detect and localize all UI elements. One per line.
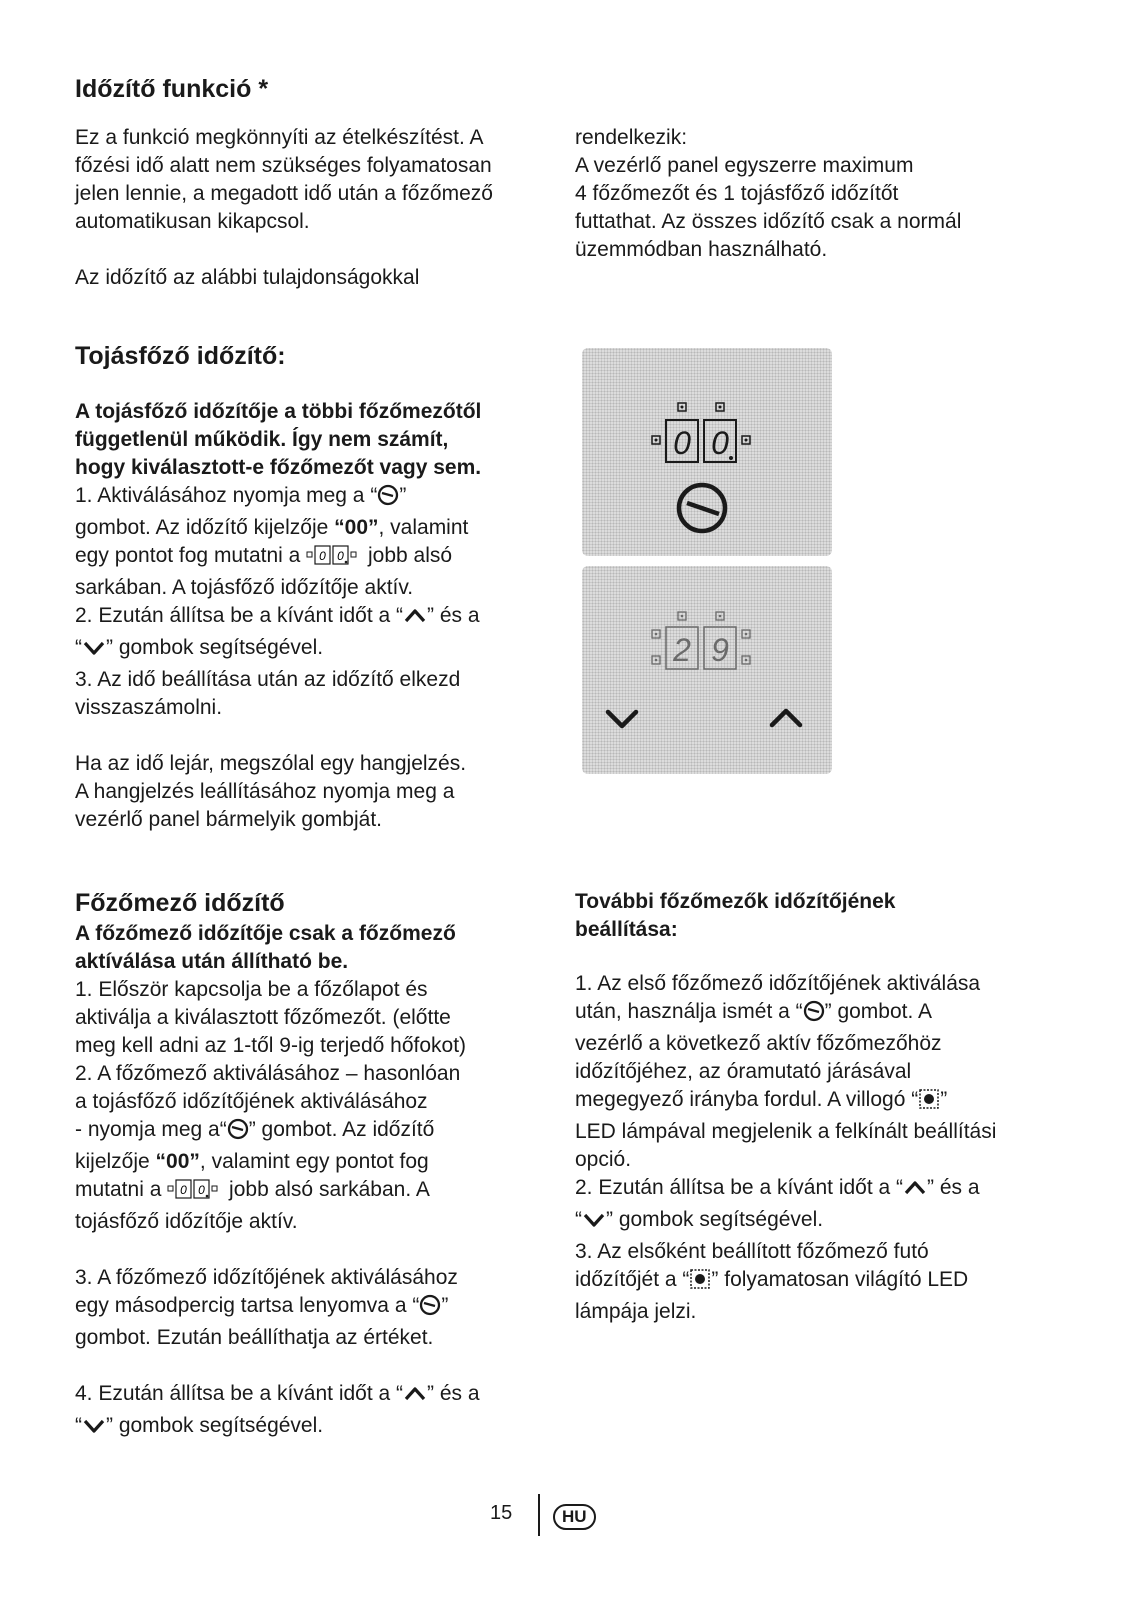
- svg-text:0: 0: [198, 1183, 206, 1197]
- panel-up-arrow-icon[interactable]: [772, 711, 800, 725]
- panel-timer-button-icon[interactable]: [679, 485, 725, 531]
- down-arrow-icon: [82, 1416, 106, 1444]
- down-arrow-icon: [582, 1210, 606, 1238]
- timer-intro-right: rendelkezik: A vezérlő panel egyszerre maximum 4 főzőmezőt és 1 tojásfőző időzítőt futtathat. Az összes időzítő csak a normál üzemmódban használható.: [575, 126, 962, 261]
- svg-text:0: 0: [180, 1183, 188, 1197]
- down-arrow-icon: [82, 638, 106, 666]
- set-time-digit-1: 2: [673, 632, 691, 668]
- timer-button-icon: [377, 484, 399, 514]
- egg-timer-digit-2: 0: [711, 425, 729, 461]
- svg-text:0: 0: [337, 549, 344, 563]
- up-arrow-icon: [903, 1178, 927, 1206]
- display-dot-icon: [306, 544, 362, 574]
- timer-intro-left: Ez a funkció megkönnyíti az ételkészítést. A főzési idő alatt nem szükséges folyamatosan jelen lennie, a megadott idő után a főzőmező automatikusan kikapcsol. Az időzítő az alábbi tulajdonságokkal: [75, 126, 493, 289]
- other-zones-text: 1. Az első főzőmező időzítőjének aktiválása után, használja ismét a “ ” gombot. A vezérlő a következő aktív főzőmezőhöz időzítőjéhez, az óramutató járásával megegyező irányba fordul. A villogó “ ” LED lámpával megjelenik a felkínált beállítási opció. 2. Ezután állítsa be a kívánt időt a “ ” és a “ ” gombok segítségével. 3. Az elsőként beállított főzőmező futó időzítőjét a “ ” folyamatosan világító LED lámpája jelzi.: [575, 972, 997, 1323]
- set-time-digit-2: 9: [711, 632, 729, 668]
- led-steady-icon: [689, 1268, 711, 1298]
- control-panel-set-time: [582, 566, 832, 774]
- control-panel-egg-timer: [582, 348, 832, 556]
- page-number: 15: [490, 1502, 513, 1524]
- timer-button-icon: [227, 1118, 249, 1148]
- display-dot-icon: [167, 1178, 223, 1208]
- egg-timer-display: [582, 348, 832, 556]
- egg-timer-digit-1: 0: [673, 425, 691, 461]
- section-title-zone-timer: Főzőmező időzítő: [75, 889, 285, 917]
- set-time-display: [582, 566, 832, 774]
- led-blinking-icon: [918, 1088, 940, 1118]
- section-title-other-zones: További főzőmezők időzítőjének beállítása:: [575, 890, 896, 941]
- section-title-timer-function: Időzítő funkció *: [75, 75, 269, 103]
- footer-divider: [538, 1494, 540, 1536]
- zone-timer-text: A főzőmező időzítője csak a főzőmező aktíválása után állítható be. 1. Először kapcsolja be a főzőlapot és aktiválja a kiválasztott főzőmezőt. (előtte meg kell adni az 1-től 9-ig terjedő hőfokot) 2. A főzőmező aktiválásához – hasonlóan a tojásfőző időzítőjének aktiválásához - nyomja meg a“ ” gombot. Az időzítő kijelzője “00”, valamint egy pontot fog mutatni a 0 0 jobb alsó sarkában. A tojásfőző időzítője aktív. 3. A főzőmező időzítőjének aktiválásához egy másodpercig tartsa lenyomva a “ ” gombot. Ezután beállíthatja az értéket. 4. Ezután állítsa be a kívánt időt a “ ” és a “ ” gombok segítségével.: [75, 920, 565, 1444]
- language-badge: HU: [553, 1504, 596, 1530]
- up-arrow-icon: [403, 1384, 427, 1412]
- timer-button-icon: [803, 1000, 825, 1030]
- section-title-egg-timer: Tojásfőző időzítő:: [75, 342, 286, 370]
- svg-text:0: 0: [319, 549, 326, 563]
- up-arrow-icon: [403, 606, 427, 634]
- timer-button-icon: [419, 1294, 441, 1324]
- panel-down-arrow-icon[interactable]: [608, 712, 636, 726]
- egg-timer-text: A tojásfőző időzítője a többi főzőmezőtől függetlenül működik. Így nem számít, hogy kiválasztott-e főzőmezőt vagy sem. 1. Aktiválásához nyomja meg a “ ” gombot. Az időzítő kijelzője “00”, valamint egy pontot fog mutatni a 0 0 jobb alsó sarkában. A tojásfőző időzítője aktív. 2. Ezután állítsa be a kívánt időt a “ ” és a “ ” gombok segítségével. 3. Az idő beállítása után az időzítő elkezd visszaszámolni. Ha az idő lejár, megszólal egy hangjelzés. A hangjelzés leállításához nyomja meg a vezérlő panel bármelyik gombját.: [75, 400, 482, 831]
